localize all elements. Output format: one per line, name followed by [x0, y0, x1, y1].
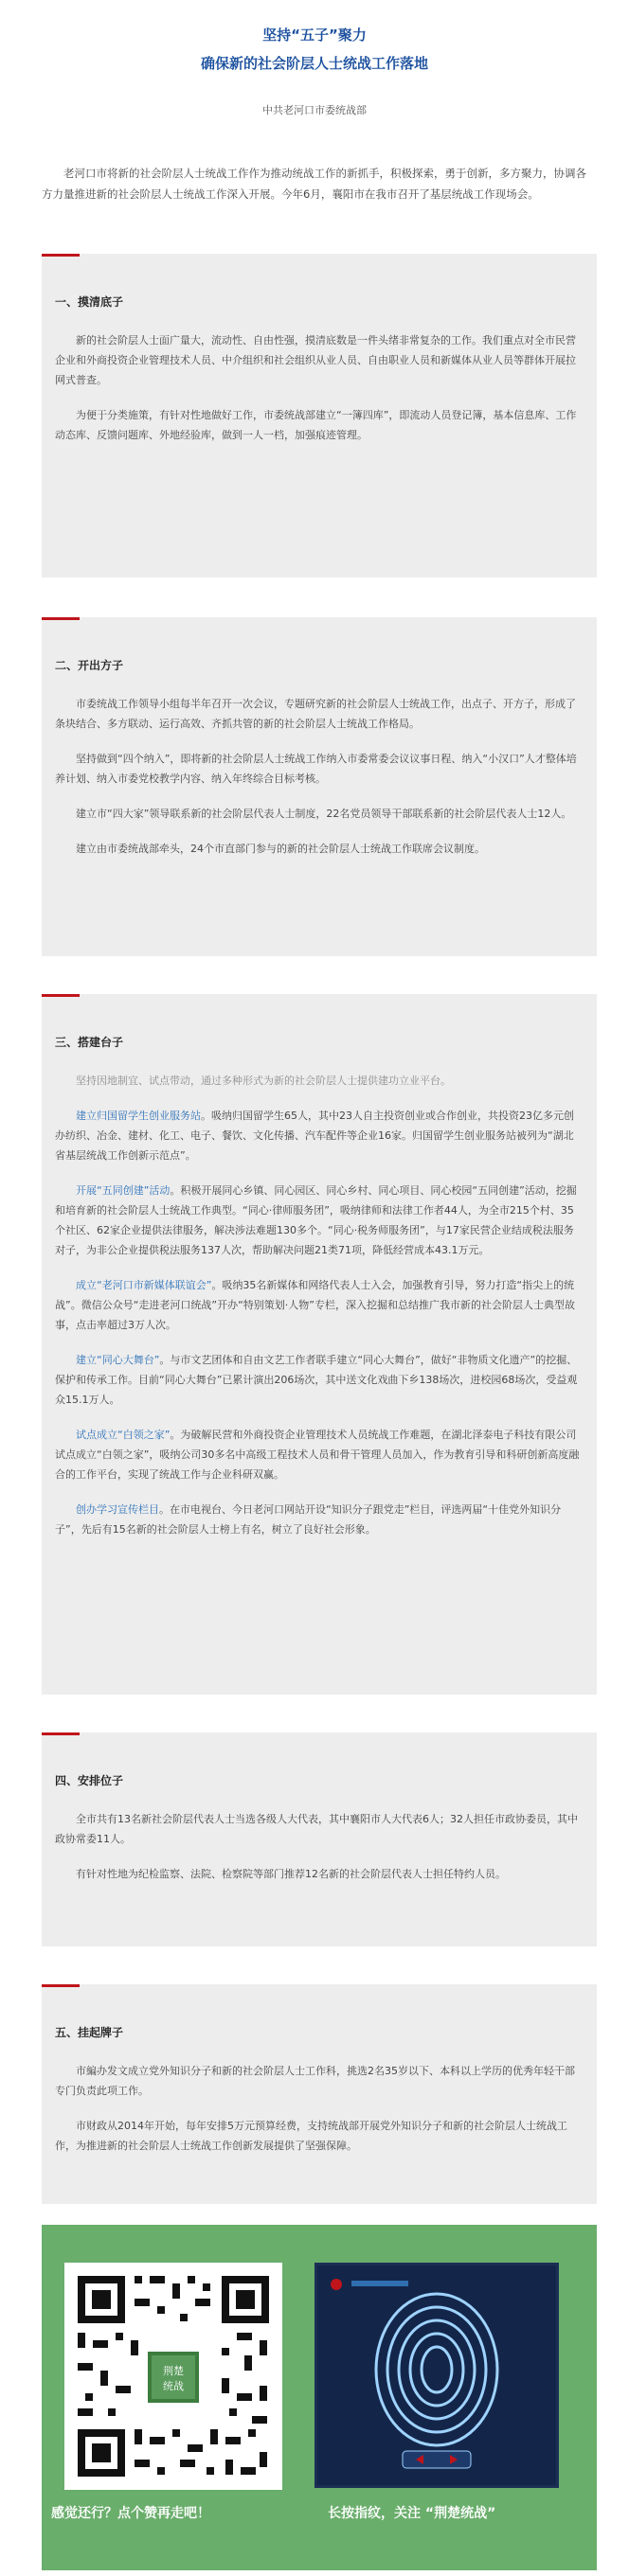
platform-item-text: 。与市文艺团体和自由文艺工作者联手建立“同心大舞台”，做好“非物质文化遗产”的挖掘、保护和传承工作。目前“同心大舞台”已累计演出206场次，其中送文化戏曲下乡138场次，进校园68场次，受益观众15.1万人。 — [55, 1354, 578, 1406]
paragraph: 新的社会阶层人士面广量大，流动性、自由性强，摸清底数是一件头绪非常复杂的工作。我们重点对全市民营企业和外商投资企业管理技术人员、中介组织和社会组织从业人员、自由职业人员和新媒体从业人员等群体开展拉网式普查。 — [55, 334, 576, 386]
article-title-line2: 确保新的社会阶层人士统战工作落地 — [200, 55, 428, 72]
platform-item — [55, 1275, 584, 1335]
section-lead: 坚持因地制宜、试点带动，通过多种形式为新的社会阶层人士提供建功立业平台。 — [76, 1075, 451, 1087]
section-1 — [42, 254, 597, 577]
paragraph: 坚持做到“四个纳入”，即将新的社会阶层人士统战工作纳入市委常委会议议事日程、纳入“小汉口”人才整体培养计划、纳入市委党校教学内容、纳入年终综合目标考核。 — [55, 753, 577, 785]
platform-item-title: 试点成立“白领之家” — [76, 1429, 171, 1441]
section-heading: 一、摸清底子 — [55, 295, 124, 309]
section-4 — [42, 1732, 597, 1946]
paragraph: 建立由市委统战部牵头，24个市直部门参与的新的社会阶层人士统战工作联席会议制度。 — [76, 843, 485, 855]
platform-item-text: 。为破解民营和外商投资企业管理技术人员统战工作难题，在湖北泽泰电子科技有限公司试点成立“白领之家”，吸纳公司30多名中高级工程技术人员和骨干管理人员加入，作为教育引导和科研创新高度融合的工作平台，实现了统战工作与企业科研双赢。 — [55, 1429, 580, 1481]
section-2 — [42, 617, 597, 956]
platform-item-title: 成立“老河口市新媒体联谊会” — [76, 1279, 212, 1291]
section-heading: 四、安排位子 — [55, 1774, 124, 1787]
section-5 — [42, 1984, 597, 2204]
paragraph: 市委统战工作领导小组每半年召开一次会议，专题研究新的社会阶层人士统战工作，出点子、开方子，形成了条块结合、多方联动、运行高效、齐抓共管的新的社会阶层人士统战工作格局。 — [55, 698, 576, 730]
platform-item — [55, 1106, 584, 1165]
fingerprint-icon — [317, 2265, 556, 2485]
platform-item — [55, 1500, 584, 1539]
platform-item-title: 创办学习宣传栏目 — [76, 1503, 159, 1516]
section-divider — [42, 1732, 80, 1735]
platform-item — [55, 1181, 584, 1260]
platform-item-text: 。在市电视台、今日老河口网站开设“知识分子跟党走”栏目，评选两届“十佳党外知识分子”，先后有15名新的社会阶层人士榜上有名，树立了良好社会形象。 — [55, 1503, 562, 1536]
article-intro: 老河口市将新的社会阶层人士统战工作作为推动统战工作的新抓手，积极探索，勇于创新，多方聚力，协调各方力量推进新的社会阶层人士统战工作深入开展。今年6月，襄阳市在我市召开了基层统战工作现场会。 — [42, 167, 586, 201]
platform-item-text: 。积极开展同心乡镇、同心园区、同心乡村、同心项目、同心校园“五同创建”活动，挖掘和培育新的社会阶层人士统战工作典型。“同心·律师服务团”，吸纳律师和法律工作者44人，为全市215个村、35个社区、62家企业提供法律服务，解决涉法难题130多个。“同心·税务师服务团”，与17家民营企业结成税法服务对子，为非公企业提供税法服务137人次，帮助解决问题21类71项，降低经营成本43.1万元。 — [55, 1184, 577, 1256]
section-divider — [42, 617, 80, 620]
paragraph: 建立市“四大家”领导联系新的社会阶层代表人士制度，22名党员领导干部联系新的社会阶层代表人士12人。 — [76, 808, 572, 820]
svg-text:统战: 统战 — [163, 2380, 184, 2392]
platform-item — [55, 1350, 584, 1410]
svg-text:荆楚: 荆楚 — [163, 2365, 184, 2377]
paragraph: 为便于分类施策，有针对性地做好工作，市委统战部建立“一簿四库”，即流动人员登记簿，基本信息库、工作动态库、反馈问题库、外地经验库，做到一人一档，加强痕迹管理。 — [55, 409, 577, 441]
section-heading: 五、挂起牌子 — [55, 2026, 124, 2039]
section-3 — [42, 994, 597, 1695]
article-title-line1: 坚持“五子”聚力 — [262, 27, 367, 44]
follow-banner — [42, 2225, 597, 2570]
section-heading: 二、开出方子 — [55, 659, 124, 672]
platform-item-title: 建立“同心大舞台” — [76, 1354, 160, 1366]
paragraph: 市編办发文成立党外知识分子和新的社会阶层人士工作科，挑选2名35岁以下、本科以上学历的优秀年轻干部专门负责此项工作。 — [55, 2065, 575, 2097]
follow-caption: 长按指纹，关注 “荆楚统战” — [328, 2506, 496, 2521]
like-caption: 感觉还行？点个赞再走吧！ — [51, 2506, 210, 2521]
platform-item-text: 。吸纳35名新媒体和网络代表人士入会，加强教育引导，努力打造“指尖上的统战”。微信公众号“走进老河口统战”开办“特别策划·人物”专栏，深入挖掘和总结推广我市新的社会阶层人士典型故事，点击率超过3万人次。 — [55, 1279, 575, 1331]
platform-item-text: 。吸纳归国留学生65人，其中23人自主投资创业或合作创业，共投资23亿多元创办纺织、冶金、建材、化工、电子、餐饮、文化传播、汽车配件等企业16家。归国留学生创业服务站被列为“湖北省基层统战工作创新示范点”。 — [55, 1110, 574, 1162]
article-author: 中共老河口市委统战部 — [262, 104, 367, 116]
platform-item-title: 建立归国留学生创业服务站 — [76, 1110, 201, 1122]
section-divider — [42, 994, 80, 997]
platform-item — [55, 1425, 584, 1484]
paragraph: 全市共有13名新社会阶层代表人士当选各级人大代表，其中襄阳市人大代表6人；32人担任市政协委员，其中政协常委11人。 — [55, 1813, 578, 1845]
platform-item-title: 开展“五同创建”活动 — [76, 1184, 171, 1197]
section-divider — [42, 254, 80, 257]
section-heading: 三、搭建台子 — [55, 1036, 124, 1049]
paragraph: 有针对性地为纪检监察、法院、检察院等部门推荐12名新的社会阶层代表人士担任特约人员。 — [76, 1868, 506, 1880]
section-divider — [42, 1984, 80, 1987]
qr-code[interactable] — [64, 2263, 282, 2490]
qr-code-icon — [64, 2263, 282, 2490]
fingerprint-scanner[interactable] — [314, 2263, 559, 2488]
paragraph: 市财政从2014年开始，每年安排5万元预算经费，支持统战部开展党外知识分子和新的社会阶层人士统战工作，为推进新的社会阶层人士统战工作创新发展提供了坚强保障。 — [55, 2120, 567, 2152]
